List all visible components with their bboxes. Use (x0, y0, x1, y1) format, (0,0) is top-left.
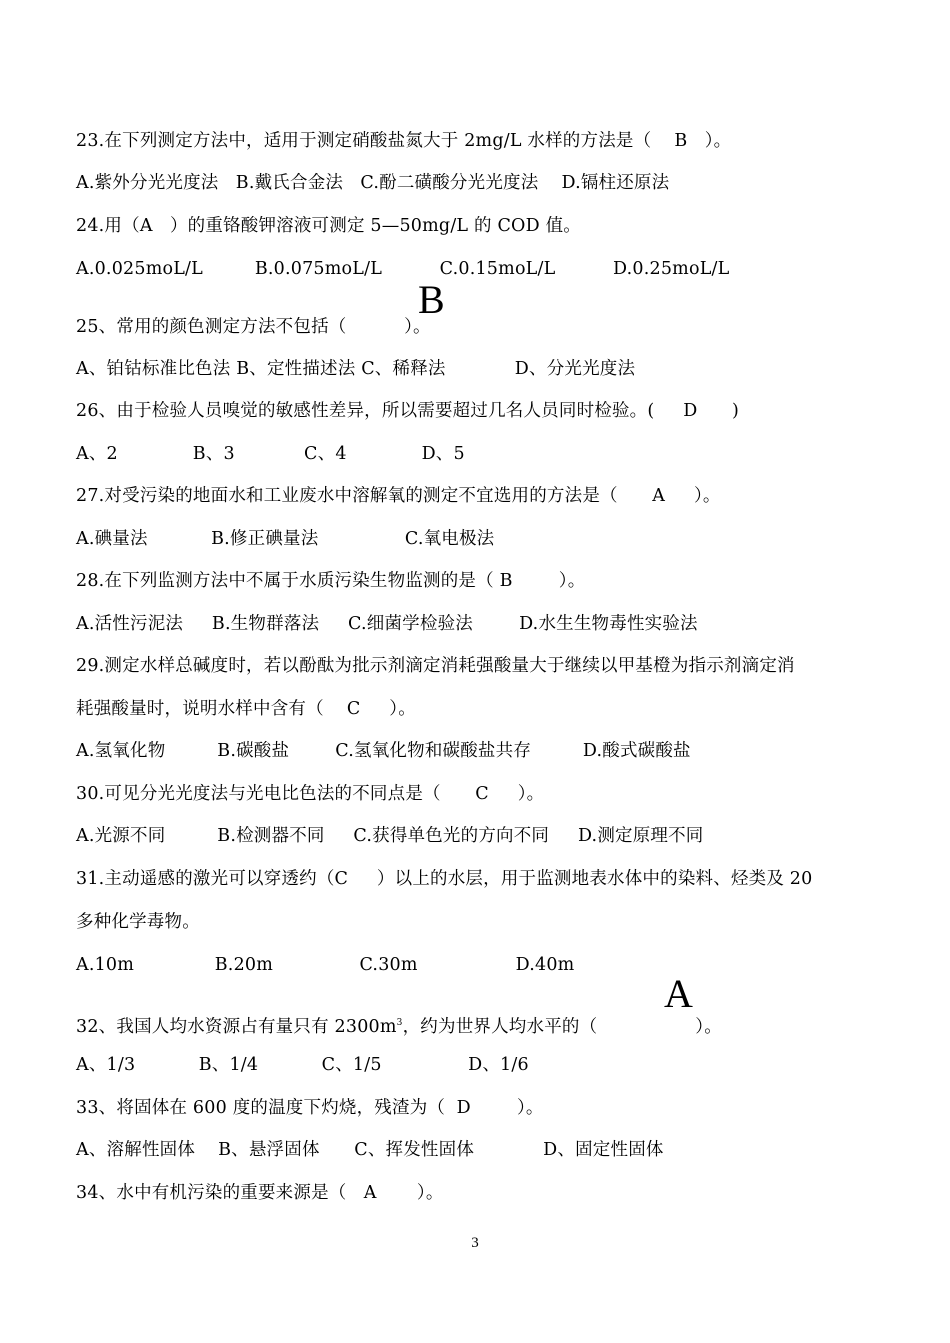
question-33: 33、将固体在 600 度的温度下灼烧，残渣为（ D ）。 (76, 1098, 544, 1118)
question-26: 26、由于检验人员嗅觉的敏感性差异，所以需要超过几名人员同时检验。( D ) (76, 401, 740, 421)
question-29-line2: 耗强酸量时，说明水样中含有（ C ）。 (76, 699, 416, 719)
question-23: 23.在下列测定方法中，适用于测定硝酸盐氮大于 2mg/L 水样的方法是（ B ）。 (76, 131, 732, 151)
question-28: 28.在下列监测方法中不属于水质污染生物监测的是（ B ）。 (76, 571, 586, 591)
options-28: A.活性污泥法 B.生物群落法 C.细菌学检验法 D.水生生物毒性实验法 (76, 614, 698, 634)
options-27: A.碘量法 B.修正碘量法 C.氧电极法 (76, 529, 495, 549)
question-32-tail: ，约为世界人均水平的（ ）。 (402, 1016, 722, 1037)
options-25: A、铂钴标准比色法 B、定性描述法 C、稀释法 D、分光光度法 (76, 359, 636, 379)
superscript-3: 3 (396, 1018, 403, 1028)
question-24: 24.用（A ）的重铬酸钾溶液可测定 5—50mg/L 的 COD 值。 (76, 216, 581, 236)
options-32: A、1/3 B、1/4 C、1/5 D、1/6 (76, 1055, 529, 1075)
question-34: 34、水中有机污染的重要来源是（ A ）。 (76, 1183, 444, 1203)
question-25: 25、常用的颜色测定方法不包括（ ）。 (76, 317, 431, 337)
options-29: A.氢氧化物 B.碳酸盐 C.氢氧化物和碳酸盐共存 D.酸式碳酸盐 (76, 741, 691, 761)
options-30: A.光源不同 B.检测器不同 C.获得单色光的方向不同 D.测定原理不同 (76, 826, 704, 846)
options-26: A、2 B、3 C、4 D、5 (76, 444, 465, 464)
page-number: 3 (471, 1235, 479, 1251)
options-24: A.0.025moL/L B.0.075moL/L C.0.15moL/L D.0.25moL/L (76, 259, 730, 279)
question-30: 30.可见分光光度法与光电比色法的不同点是（ C ）。 (76, 784, 545, 804)
question-27: 27.对受污染的地面水和工业废水中溶解氧的测定不宜选用的方法是（ A ）。 (76, 486, 721, 506)
handwritten-answer-32: A (664, 971, 693, 1016)
options-23: A.紫外分光光度法 B.戴氏合金法 C.酚二磺酸分光光度法 D.镉柱还原法 (76, 173, 670, 193)
question-32 (76, 1011, 722, 1039)
options-31: A.10m B.20m C.30m D.40m (76, 955, 575, 975)
options-33: A、溶解性固体 B、悬浮固体 C、挥发性固体 D、固定性固体 (76, 1140, 664, 1160)
handwritten-answer-25: B (418, 277, 445, 322)
question-31-line1: 31.主动遥感的激光可以穿透约（C ）以上的水层，用于监测地表水体中的染料、烃类及 20 (76, 869, 813, 889)
question-31-line2: 多种化学毒物。 (76, 912, 200, 932)
question-29-line1: 29.测定水样总碱度时，若以酚酞为批示剂滴定消耗强酸量大于继续以甲基橙为指示剂滴定消 (76, 656, 795, 676)
question-32-text: 32、我国人均水资源占有量只有 2300m (76, 1016, 397, 1037)
